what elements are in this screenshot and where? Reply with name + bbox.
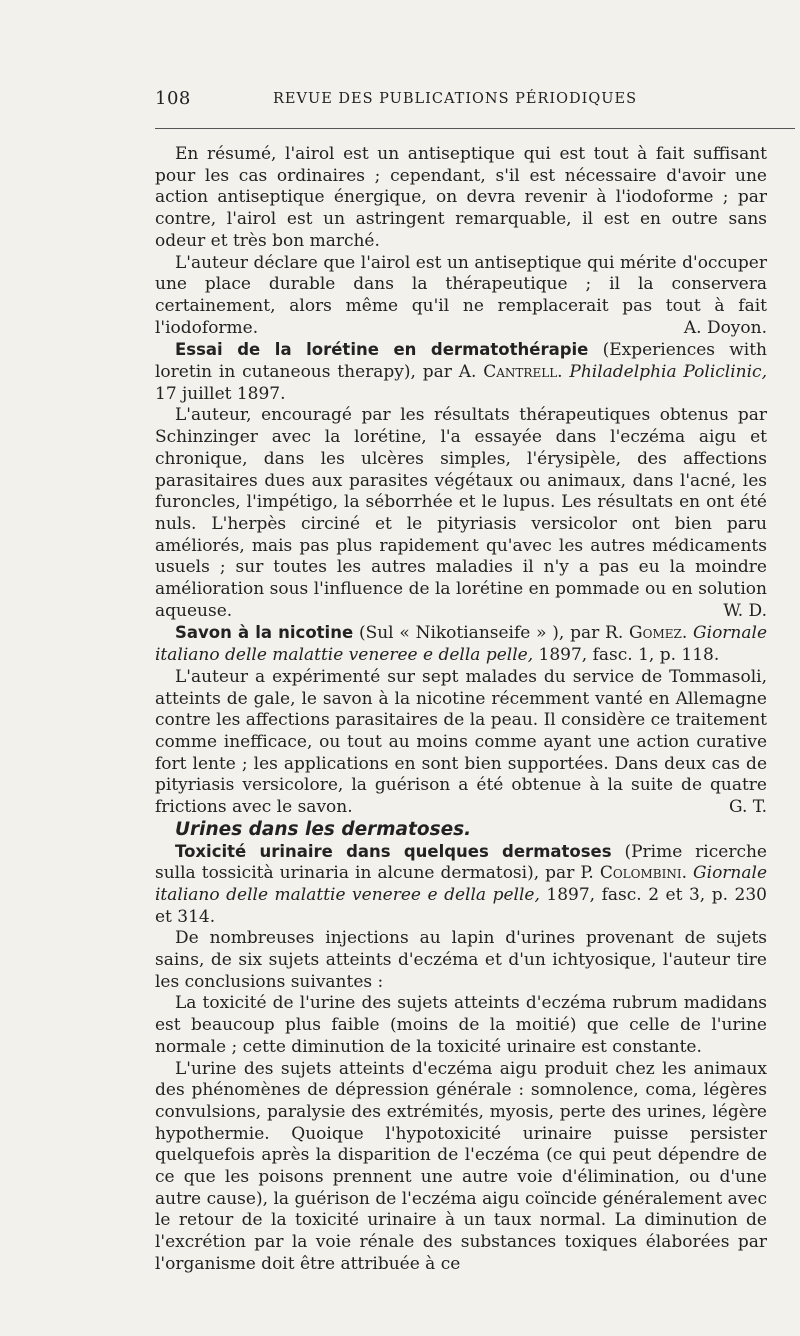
paragraph: En résumé, l'airol est un antiseptique qui est tout à fait suffisant pour les cas ordinaires ; cependant, s'il est nécessaire d'avoir une action antiseptique énergique, on devra revenir à l'iodoforme ; par contre, l'airol est un astringent remarquable, il est en outre sans odeur et très bon marché. (155, 144, 767, 251)
entry-citation: 1897, fasc. 2 et 3, p. 230 et 314. (155, 884, 767, 927)
signature: W. D. (723, 600, 767, 621)
running-title: REVUE DES PUBLICATIONS PÉRIODIQUES (273, 91, 638, 107)
signature: A. Doyon. (683, 317, 767, 338)
review-entry-heading (155, 622, 767, 666)
paragraph (155, 253, 767, 340)
entry-subtitle: (Prime ricerche sulla tossicità urinaria in alcune dermatosi), par P. (155, 841, 767, 884)
article-body (155, 144, 767, 1276)
entry-title: Essai de la lorétine en dermatothérapie (175, 340, 589, 360)
paragraph-text: L'auteur, encouragé par les résultats thérapeutiques obtenus par Schinzinger avec la lorétine, l'a essayée dans l'eczéma aigu et chronique, dans les ulcères simples, l'érysipèle, des affections parasitaires dues aux parasites végétaux ou animaux, dans l'acné, les furoncles, l'impétigo, la séborrhée et le lupus. Les résultats en ont été nuls. L'herpès circiné et le pityriasis versicolor ont bien paru améliorés, mais pas plus rapidement qu'avec les autres médicaments usuels ; sur toutes les autres maladies il n'y a pas eu la moindre amélioration sous l'influence de la lorétine en pommade ou en solution aqueuse. (155, 405, 767, 621)
entry-citation: 17 juillet 1897. (155, 383, 286, 404)
entry-journal: Giornale italiano delle malattie veneree e della pelle, (155, 863, 768, 905)
entry-author: Cantrell (483, 362, 558, 383)
review-entry-heading (155, 339, 767, 405)
page-number: 108 (155, 88, 191, 109)
entry-author: Gomez (629, 623, 682, 644)
entry-sep: . (557, 362, 570, 383)
paragraph: La toxicité de l'urine des sujets atteints d'eczéma rubrum madidans est beaucoup plus faible (moins de la moitié) que celle de l'urine normale ; cette diminution de la toxicité urinaire est constante. (155, 993, 767, 1057)
paragraph (155, 667, 767, 819)
paragraph: De nombreuses injections au lapin d'urines provenant de sujets sains, de six sujets atteints d'eczéma et d'un ichtyosique, l'auteur tire les conclusions suivantes : (155, 928, 767, 992)
signature: G. T. (728, 797, 767, 818)
section-title: Urines dans les dermatoses. (175, 818, 472, 840)
entry-sep: . (681, 623, 694, 644)
entry-subtitle: (Sul « Nikotianseife » ), par R. (353, 623, 630, 644)
review-entry-heading (155, 841, 767, 929)
header-rule (155, 128, 795, 129)
paragraph (155, 405, 767, 622)
entry-citation: 1897, fasc. 1, p. 118. (533, 645, 720, 666)
entry-author: Colombini (599, 863, 682, 884)
entry-journal: Philadelphia Policlinic, (569, 362, 767, 383)
paragraph-text: L'auteur déclare que l'airol est un antiseptique qui mérite d'occuper une place durable dans la thérapeutique ; il la conservera certainement, alors même qu'il ne remplacerait pas tout à fait l'iodoforme. (155, 252, 767, 338)
entry-journal: Giornale italiano delle malattie veneree e della pelle, (155, 623, 768, 666)
entry-title: Savon à la nicotine (175, 623, 354, 643)
entry-sep: . (681, 863, 694, 884)
entry-subtitle: (Experiences with loretin in cutaneous therapy), par A. (155, 340, 767, 383)
paragraph: L'urine des sujets atteints d'eczéma aigu produit chez les animaux des phénomènes de dépression générale : somnolence, coma, légères convulsions, paralysie des extrémités, myosis, perte des urines, légère hypothermie. Quoique l'hypotoxicité urinaire puisse persister quelquefois après la disparition de l'eczéma (ce qui peut dépendre de ce que les poisons prennent une autre voie d'élimination, ou d'une autre cause), la guérison de l'eczéma aigu coïncide généralement avec le retour de la toxicité urinaire à un taux normal. La diminution de l'excrétion par la voie rénale des substances toxiques élaborées par l'organisme doit être attribuée à ce (155, 1058, 767, 1274)
paragraph-text: L'auteur a expérimenté sur sept malades du service de Tommasoli, atteints de gale, le savon à la nicotine récemment vanté en Allemagne contre les affections parasitaires de la peau. Il considère ce traitement comme inefficace, ou tout au moins comme ayant une action curative fort lente ; les applications en sont bien supportées. Dans deux cas de pityriasis versicolore, la guérison a été obtenue à la suite de quatre frictions avec le savon. (155, 666, 767, 818)
entry-title: Toxicité urinaire dans quelques dermatoses (175, 841, 612, 861)
